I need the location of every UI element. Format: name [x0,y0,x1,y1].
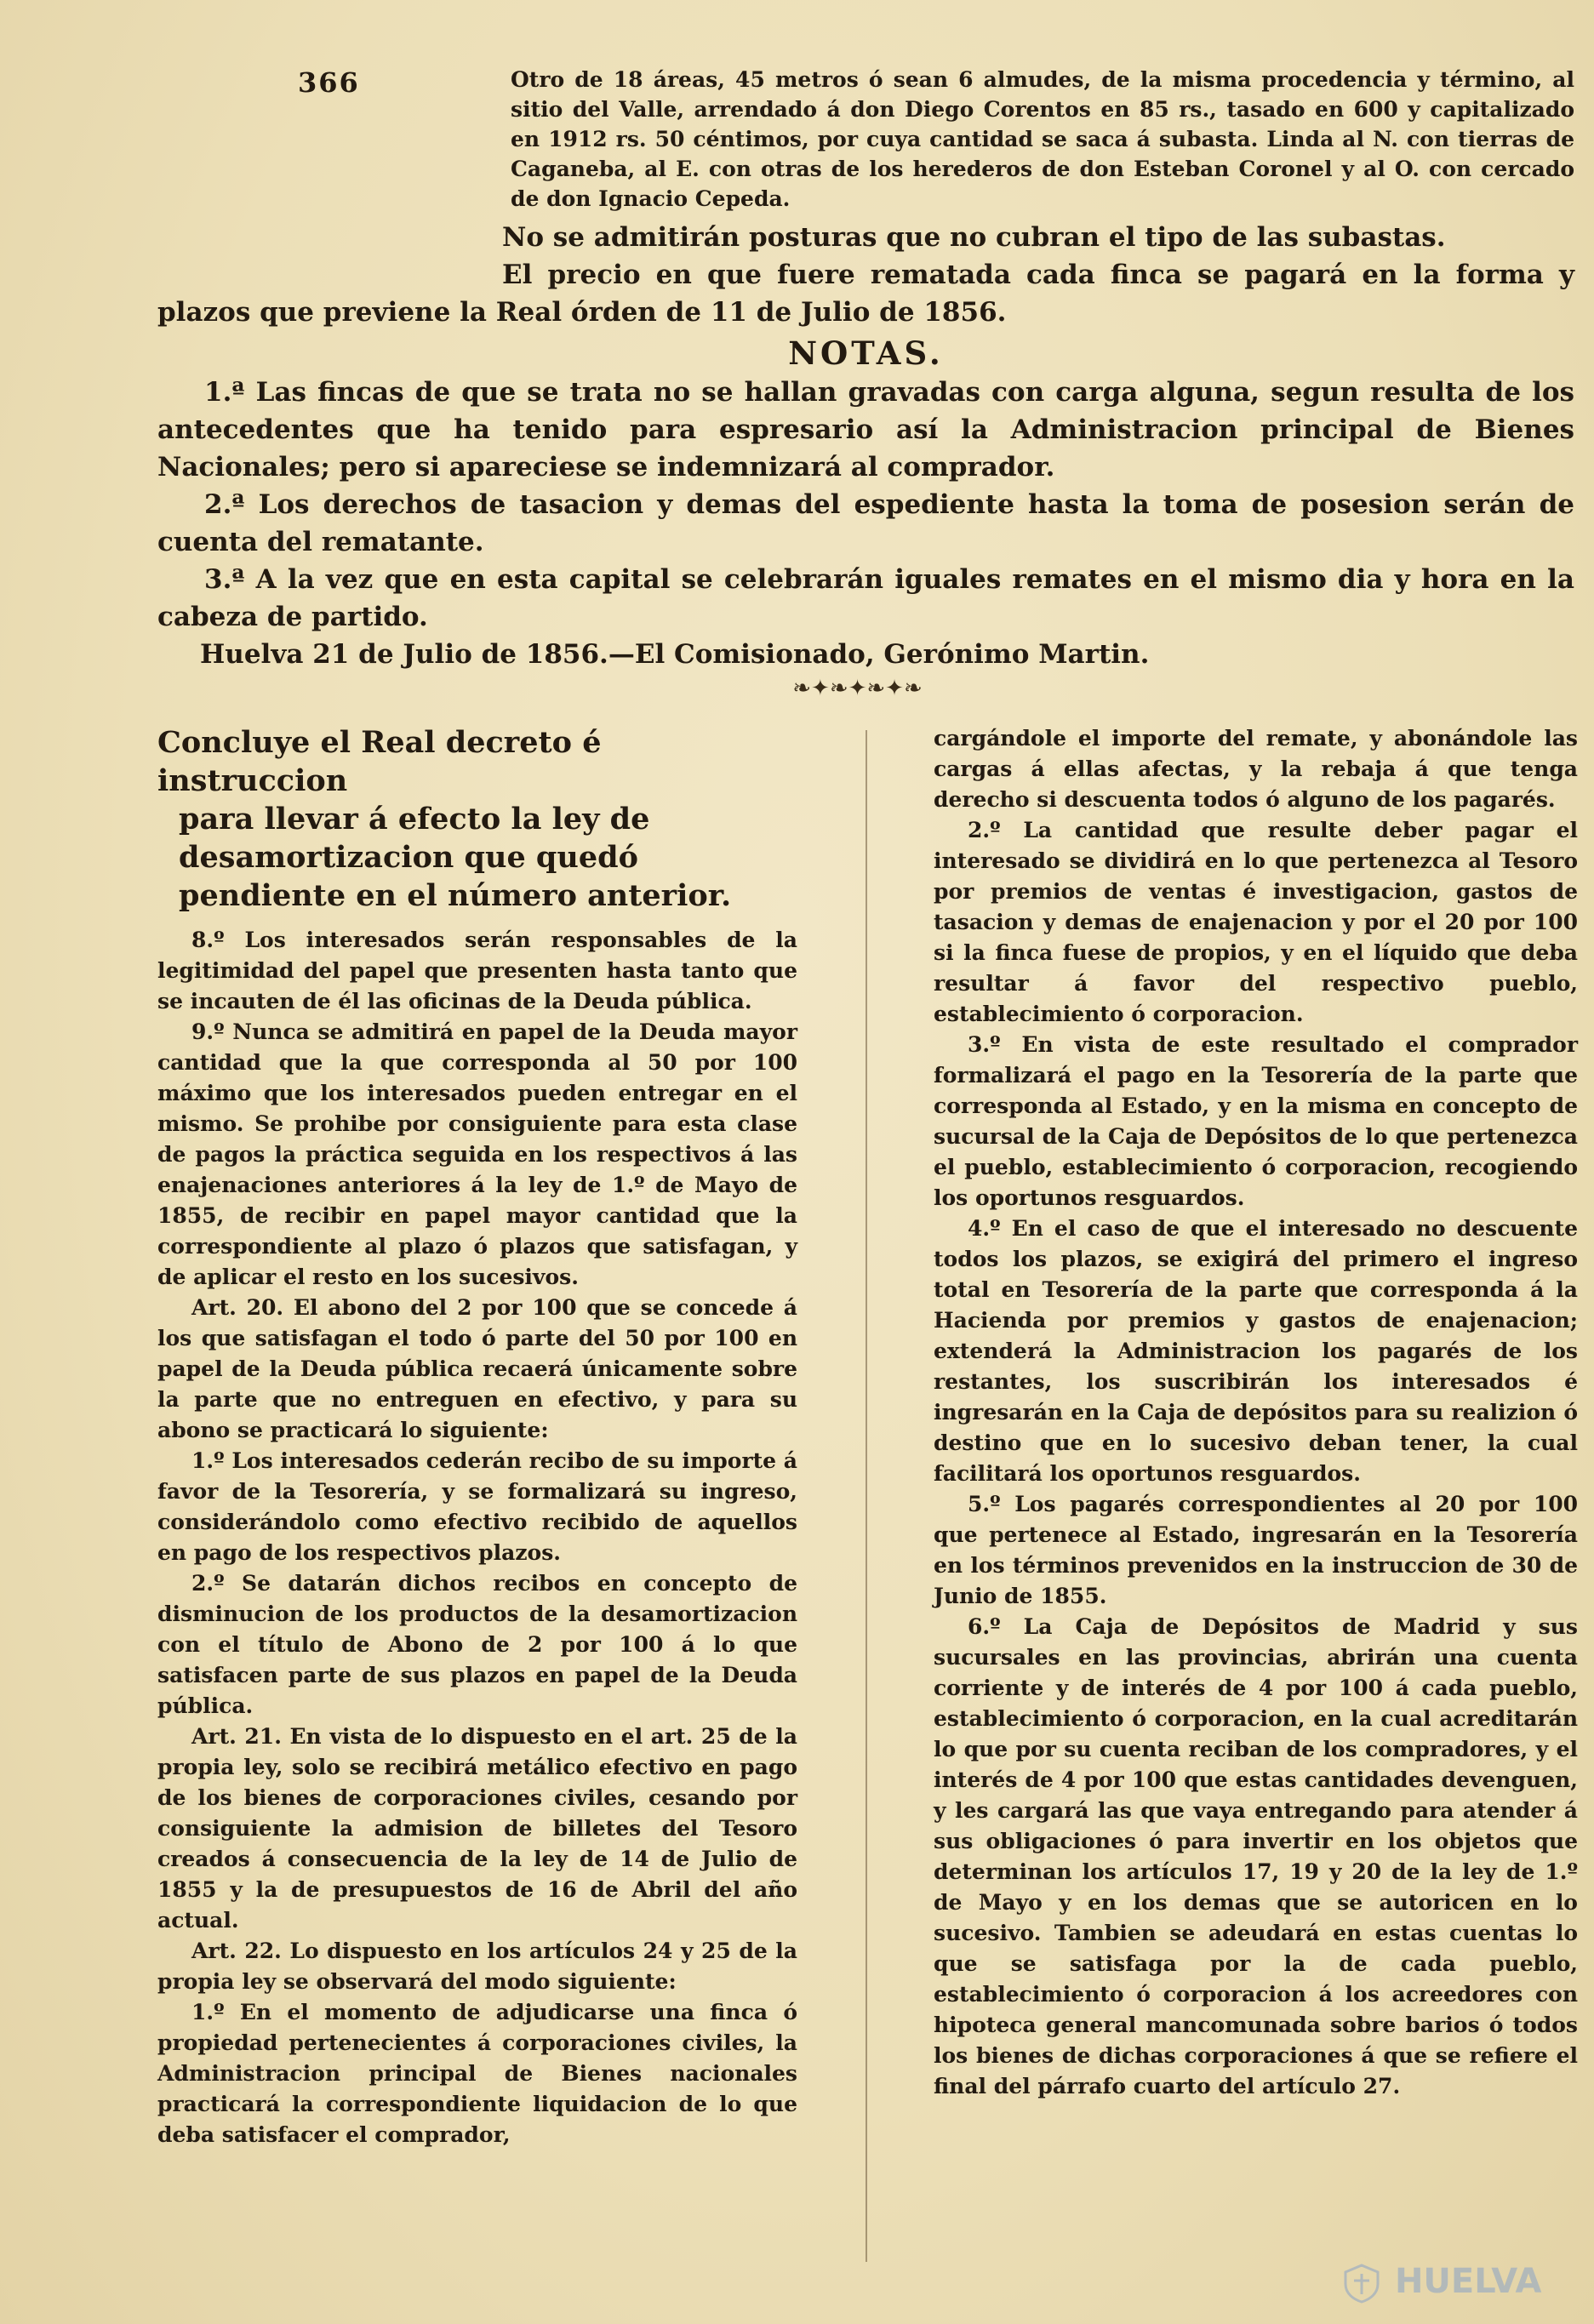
nota-item: 3.ª A la vez que en esta capital se celebrarán iguales remates en el mismo dia y hora en la cabeza de partido. [157,564,1574,632]
right-column [934,723,1578,2102]
article-paragraph: 4.º En el caso de que el interesado no descuente todos los plazos, se exigirá del primero el ingreso total en Tesorería de la parte que corresponda á la Hacienda por premios y gastos de enajenacion; extenderá la Administracion los pagarés de los restantes, los suscribirán los interesados é ingresarán en la Caja de depósitos para su realizion ó destino que en lo sucesivo deban tener, la cual facilitará los oportunos resguardos. [934,1216,1578,1486]
headline-rest: para llevar á efecto la ley de desamortizacion que quedó pendiente en el número anterior. [179,802,732,913]
article-paragraph: Art. 22. Lo dispuesto en los artículos 24 y 25 de la propia ley se observará del modo siguiente: [157,1939,797,1994]
article-paragraph: 8.º Los interesados serán responsables de la legitimidad del papel que presenten hasta tanto que se incauten de él las oficinas de la Deuda pública. [157,928,797,1014]
nota-item: 1.ª Las fincas de que se trata no se hallan gravadas con carga alguna, segun resulta de los antecedentes que ha tenido para espresario así la Administracion principal de Bienes Nacionales; pero si apareciese se indemnizará al comprador. [157,377,1574,483]
article-paragraph: 2.º Se datarán dichos recibos en concepto de disminucion de los productos de la desamortizacion con el título de Abono de 2 por 100 á lo que satisfacen parte de sus plazos en papel de la Deuda pública. [157,1571,797,1718]
signature-line: Huelva 21 de Julio de 1856.—El Comisionado, Gerónimo Martin. [200,639,1150,670]
ornamental-divider: ❧✦❧✦❧✦❧ [792,676,923,701]
article-paragraph: 1.º En el momento de adjudicarse una finca ó propiedad pertenecientes á corporaciones civiles, la Administracion principal de Bienes nacionales practicará la correspondiente liquidacion de lo que deba satisfacer el comprador, [157,2000,797,2147]
headline-first-line: Concluye el Real decreto é instruccion [157,725,602,798]
article-paragraph: cargándole el importe del remate, y abonándole las cargas á ellas afectas, y la rebaja á que tenga derecho si descuenta todos ó alguno de los pagarés. [934,726,1578,812]
article-paragraph: 2.º La cantidad que resulte deber pagar el interesado se dividirá en lo que pertenezca al Tesoro por premios de ventas é investigacion, gastos de tasacion y demas de enajenacion y por el 20 por 100 si la finca fuese de propios, y en el líquido que deba resultar á favor del respectivo pueblo, establecimiento ó corporacion. [934,818,1578,1026]
article-paragraph: 3.º En vista de este resultado el comprador formalizará el pago en la Tesorería de la parte que corresponda al Estado, y en la misma en concepto de sucursal de la Caja de Depósitos de lo que pertenezca el pueblo, establecimiento ó corporacion, recogiendo los oportunos resguardos. [934,1032,1578,1210]
article-headline [157,723,797,915]
posturas-notice: No se admitirán posturas que no cubran el tipo de las subastas. [502,222,1446,253]
article-paragraph: 9.º Nunca se admitirá en papel de la Deuda mayor cantidad que la que corresponda al 50 por 100 máximo que los interesados pueden entregar en el mismo. Se prohibe por consiguiente para esta clase de pagos la práctica seguida en los respectivos á las enajenaciones anteriores á la ley de 1.º de Mayo de 1855, de recibir en papel mayor cantidad que la correspondiente al plazo ó plazos que satisfagan, y de aplicar el resto en los sucesivos. [157,1019,797,1289]
page-number: 366 [298,66,360,99]
article-paragraph: Art. 20. El abono del 2 por 100 que se concede á los que satisfagan el todo ó parte del 50 por 100 en papel de la Deuda pública recaerá únicamente sobre la parte que no entreguen en efectivo, y para su abono se practicará lo siguiente: [157,1295,797,1442]
left-column [157,723,797,2150]
watermark-text: HUELVA [1394,2262,1542,2301]
article-paragraph: 6.º La Caja de Depósitos de Madrid y sus sucursales en las provincias, abrirán una cuenta corriente y de interés de 4 por 100 á cada pueblo, establecimiento ó corporacion, en la cual acreditarán lo que por su cuenta reciban de los compradores, y el interés de 4 por 100 que estas cantidades devenguen, y les cargará las que vaya entregando para atender á sus obligaciones ó para invertir en los objetos que determinan los artículos 17, 19 y 20 de la ley de 1.º de Mayo y en los demas que se autoricen en lo sucesivo. Tambien se adeudará en estas cuentas lo que se satisfaga por la de cada pueblo, establecimiento ó corporacion á los acreedores con hipoteca general mancomunada sobre barios ó todos los bienes de dichas corporaciones á que se refiere el final del párrafo cuarto del artículo 27. [934,1614,1578,2098]
article-paragraph: 5.º Los pagarés correspondientes al 20 por 100 que pertenece al Estado, ingresarán en la Tesorería en los términos prevenidos en la instruccion de 30 de Junio de 1855. [934,1492,1578,1608]
notas-heading: NOTAS. [788,334,944,372]
archive-watermark [1340,2258,1545,2305]
article-paragraph: Art. 21. En vista de lo dispuesto en el art. 25 de la propia ley, solo se recibirá metálico efectivo en pago de los bienes de corporaciones civiles, cesando por consiguiente la admision de billetes del Tesoro creados á consecuencia de la ley de 14 de Julio de 1855 y la de presupuestos de 16 de Abril del año actual. [157,1724,797,1933]
lot-description: Otro de 18 áreas, 45 metros ó sean 6 almudes, de la misma procedencia y término, al sitio del Valle, arrendado á don Diego Corentos en 85 rs., tasado en 600 y capitalizado en 1912 rs. 50 céntimos, por cuya cantidad se saca á subasta. Linda al N. con tierras de Caganeba, al E. con otras de los herederos de don Esteban Coronel y al O. con cercado de don Ignacio Cepeda. [511,67,1574,211]
crest-icon [1340,2262,1383,2304]
auction-notice [157,65,1574,673]
nota-item: 2.ª Los derechos de tasacion y demas del espediente hasta la toma de posesion serán de cuenta del rematante. [157,489,1574,557]
price-terms: El precio en que fuere rematada cada finca se pagará en la forma y plazos que previene la Real órden de 11 de Julio de 1856. [157,260,1574,328]
column-divider [866,730,867,2262]
article-paragraph: 1.º Los interesados cederán recibo de su importe á favor de la Tesorería, y se formalizará su ingreso, considerándolo como efectivo recibido de aquellos en pago de los respectivos plazos. [157,1448,797,1565]
